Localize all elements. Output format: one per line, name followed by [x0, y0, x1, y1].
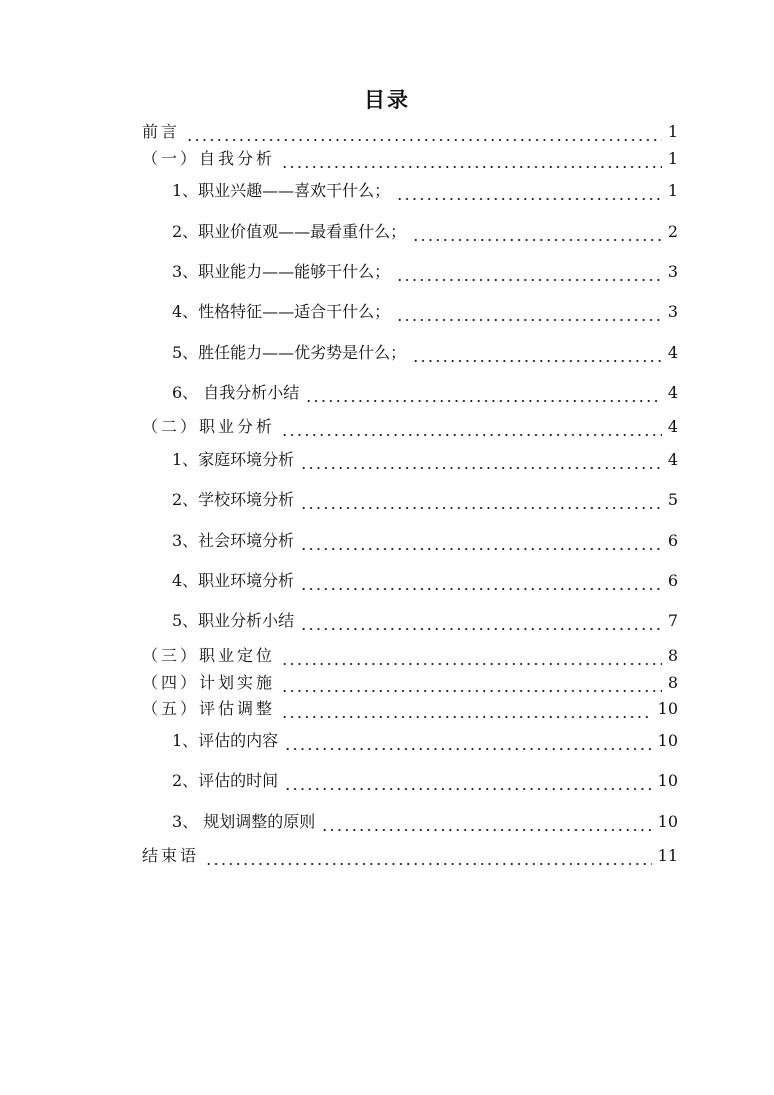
toc-entry-page: 10 [657, 812, 678, 831]
dot-leader [396, 180, 662, 202]
toc-entry-label: （五）评估调整 [142, 699, 276, 718]
dot-leader [205, 845, 652, 867]
toc-entry-page: 2 [667, 222, 678, 241]
toc-entry-career-positioning[interactable] [142, 645, 678, 667]
toc-entry-social-environment[interactable] [172, 530, 678, 552]
toc-entry-page: 4 [667, 383, 678, 402]
toc-entry-school-environment[interactable] [172, 489, 678, 511]
dot-leader [305, 382, 662, 404]
toc-entry-career-values[interactable] [172, 221, 678, 243]
toc-entry-page: 1 [667, 181, 678, 200]
toc-entry-personality[interactable] [172, 301, 678, 323]
dot-leader [412, 221, 662, 243]
dot-leader [396, 261, 662, 283]
dot-leader [300, 489, 662, 511]
toc-entry-label: 6、 自我分析小结 [172, 383, 300, 402]
toc-entry-page: 10 [657, 731, 678, 750]
toc-entry-preface[interactable] [142, 121, 678, 143]
toc-entry-label: 5、胜任能力——优劣势是什么； [172, 343, 407, 362]
toc-entry-career-ability[interactable] [172, 261, 678, 283]
toc-entry-label: 2、学校环境分析 [172, 490, 295, 509]
toc-entry-label: 4、职业环境分析 [172, 571, 295, 590]
toc-entry-conclusion[interactable] [142, 845, 678, 867]
toc-entry-page: 8 [667, 673, 678, 692]
toc-entry-label: 4、性格特征——适合干什么； [172, 302, 391, 321]
toc-entry-label: （三）职业定位 [142, 646, 276, 665]
toc-entry-career-analysis[interactable] [142, 416, 678, 438]
toc-entry-label: （一）自我分析 [142, 149, 276, 168]
dot-leader [284, 770, 651, 792]
toc-entry-label: 3、职业能力——能够干什么； [172, 262, 391, 281]
toc-entry-page: 10 [657, 771, 678, 790]
toc-entry-page: 11 [657, 846, 678, 865]
dot-leader [396, 301, 662, 323]
toc-entry-competency[interactable] [172, 342, 678, 364]
toc-entry-label: 2、评估的时间 [172, 771, 279, 790]
toc-entry-career-interest[interactable] [172, 180, 678, 202]
toc-entry-evaluation-content[interactable] [172, 730, 678, 752]
toc-entry-plan-implementation[interactable] [142, 672, 678, 694]
toc-entry-self-analysis[interactable] [142, 148, 678, 170]
dot-leader [300, 449, 662, 471]
toc-entry-label: 1、家庭环境分析 [172, 450, 295, 469]
toc-entry-page: 4 [667, 417, 678, 436]
dot-leader [281, 698, 652, 720]
dot-leader [300, 530, 662, 552]
toc-entry-page: 3 [667, 262, 678, 281]
toc-entry-label: （二）职业分析 [142, 417, 276, 436]
toc-entry-page: 6 [667, 531, 678, 550]
toc-entry-page: 1 [667, 122, 678, 141]
toc-entry-page: 4 [667, 343, 678, 362]
toc-entry-page: 7 [667, 611, 678, 630]
toc-entry-label: 5、职业分析小结 [172, 611, 295, 630]
toc-entry-label: （四）计划实施 [142, 673, 276, 692]
toc-title: 目录 [364, 88, 410, 112]
dot-leader [300, 610, 662, 632]
toc-entry-page: 8 [667, 646, 678, 665]
toc-entry-label: 2、职业价值观——最看重什么； [172, 222, 407, 241]
toc-entry-label: 3、 规划调整的原则 [172, 812, 316, 831]
dot-leader [281, 416, 662, 438]
toc-entry-evaluation-adjustment[interactable] [142, 698, 678, 720]
dot-leader [186, 121, 662, 143]
toc-entry-page: 5 [667, 490, 678, 509]
toc-entry-label: 前言 [142, 122, 181, 141]
toc-entry-page: 3 [667, 302, 678, 321]
toc-entry-page: 6 [667, 571, 678, 590]
toc-entry-career-summary[interactable] [172, 610, 678, 632]
toc-entry-adjustment-principles[interactable] [172, 811, 678, 833]
dot-leader [300, 570, 662, 592]
toc-entry-page: 1 [667, 149, 678, 168]
toc-entry-page: 10 [657, 699, 678, 718]
toc-entry-label: 1、职业兴趣——喜欢干什么； [172, 181, 391, 200]
toc-entry-evaluation-time[interactable] [172, 770, 678, 792]
dot-leader [284, 730, 651, 752]
toc-entry-career-environment[interactable] [172, 570, 678, 592]
toc-entry-family-environment[interactable] [172, 449, 678, 471]
dot-leader [412, 342, 662, 364]
dot-leader [281, 148, 662, 170]
toc-entry-label: 3、社会环境分析 [172, 531, 295, 550]
dot-leader [281, 672, 662, 694]
toc-entry-self-summary[interactable] [172, 382, 678, 404]
toc-entry-label: 结束语 [142, 846, 200, 865]
dot-leader [281, 645, 662, 667]
dot-leader [321, 811, 651, 833]
toc-entry-page: 4 [667, 450, 678, 469]
toc-entry-label: 1、评估的内容 [172, 731, 279, 750]
